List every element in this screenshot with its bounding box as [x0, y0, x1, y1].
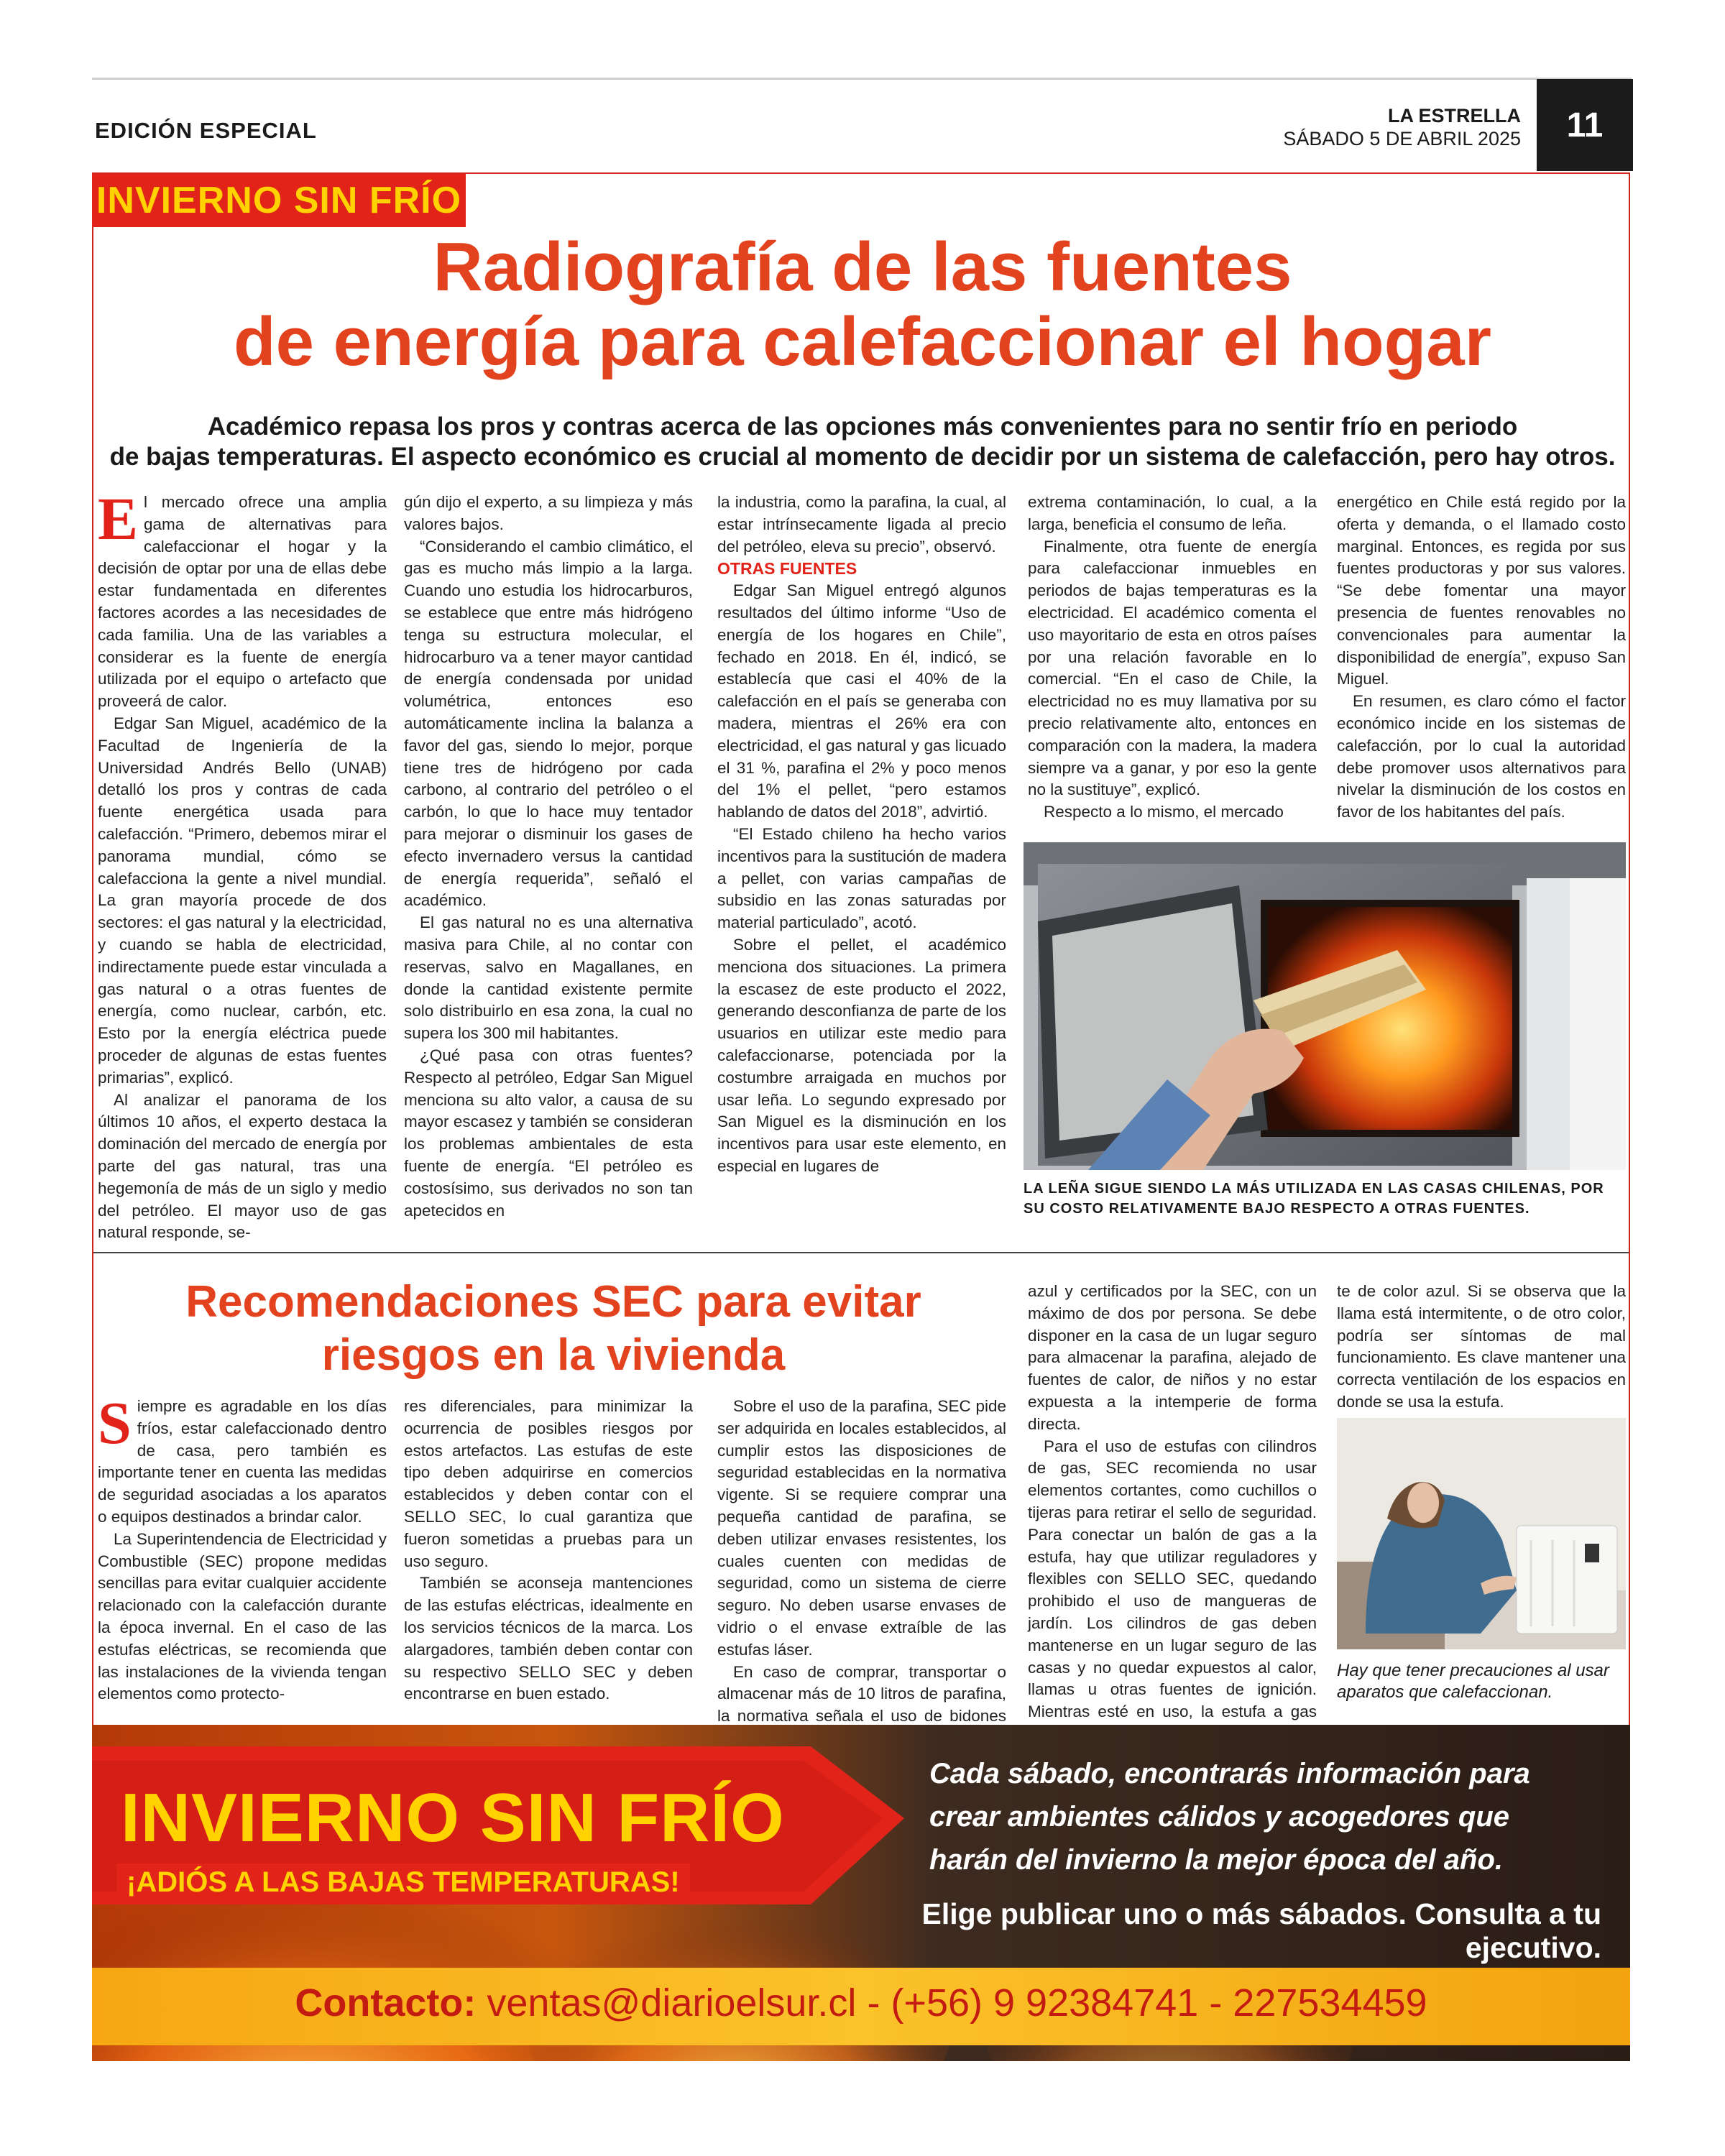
- photo-caption-2: Hay que tener precauciones al usar aparatos que calefaccionan.: [1337, 1661, 1609, 1702]
- contact-label: Contacto:: [295, 1981, 477, 2024]
- article2-col-2: [404, 1396, 693, 1705]
- article2-col-5: [1337, 1281, 1626, 1414]
- paragraph: El gas natural no es una alternativa masiva para Chile, al no contar con reservas, salvo en Magallanes, en donde la cantidad existente permite solo distribuirlo en esa zona, la cual no supera los 300 mil habitantes.: [404, 913, 693, 1043]
- main-headline: [93, 230, 1632, 379]
- article1-col-4: [1028, 492, 1317, 824]
- paper-name: LA ESTRELLA: [1388, 105, 1521, 126]
- paragraph: El mercado ofrece una amplia gama de alternativas para calefaccionar el hogar y la decisión de optar por una de ellas debe estar fundamentada en diferentes factores acordes a las necesidades de cada familia. Una de las variables a considerar es la fuente de energía utilizada por el equipo o artefacto que proveerá de calor.: [98, 486, 387, 711]
- paragraph: Sobre el uso de la parafina, SEC pide ser adquirida en locales establecidos, al cumplir estos las disposiciones de seguridad establecidas en la normativa vigente. Si se requiere comprar una pequeña cantidad de parafina, se deben utilizar envases resistentes, los cuales cuenten con medidas de seguridad, como un sistema de cierre seguro. No deben usarse envases de vidrio o el envase extraíble de las estufas láser.: [717, 1397, 1006, 1659]
- ad-contact: [92, 1981, 1630, 2025]
- contact-phones: (+56) 9 92384741 - 227534459: [891, 1981, 1427, 2024]
- article2-col-3: [717, 1396, 1006, 1750]
- photo-caption-1: LA LEÑA SIGUE SIENDO LA MÁS UTILIZADA EN LAS CASAS CHILENAS, POR SU COSTO RELATIVAMENTE BAJO RESPECTO A OTRAS FUENTES.: [1024, 1181, 1604, 1217]
- ad-copy-line-2: crear ambientes cálidos y acogedores que: [929, 1801, 1510, 1833]
- paragraph: extrema contaminación, lo cual, a la larga, beneficia el consumo de leña.: [1028, 493, 1317, 533]
- paragraph: la industria, como la parafina, la cual, al estar intrínsecamente ligada al precio del petróleo, eleva su precio”, observó.: [717, 493, 1006, 556]
- article1-col-3: [717, 492, 1006, 1178]
- section-divider: [93, 1252, 1629, 1253]
- article2-col-4: [1028, 1281, 1317, 1746]
- sec-headline-line-1: Recomendaciones SEC para evitar: [185, 1277, 921, 1327]
- paragraph: En resumen, es claro cómo el factor económico incide en los sistemas de calefacción, por lo cual la autoridad debe promover usos alternativos para nivelar la disminución de los costos en favor de los habitantes del país.: [1337, 692, 1626, 821]
- paragraph: La Superintendencia de Electricidad y Combustible (SEC) propone medidas sencillas para evitar cualquier accidente relacionado con la calefacción durante la época invernal. En el caso de las estufas eléctricas, se recomienda que las instalaciones de la vivienda tengan elementos como protecto-: [98, 1529, 387, 1703]
- contact-separator: -: [867, 1981, 891, 2024]
- paragraph: Respecto a lo mismo, el mercado: [1044, 803, 1284, 821]
- ad-copy-line-1: Cada sábado, encontrarás información para: [929, 1758, 1530, 1789]
- headline-line-2: de energía para calefaccionar el hogar: [233, 303, 1492, 380]
- ad-copy-line-3: harán del invierno la mejor época del año.: [929, 1844, 1504, 1876]
- page-number: 11: [1537, 79, 1633, 171]
- drop-cap: S: [98, 1390, 132, 1457]
- deck-line-2: de bajas temperaturas. El aspecto económico es crucial al momento de decidir por un sistema de calefacción, pero hay otros.: [109, 443, 1616, 471]
- paragraph: Finalmente, otra fuente de energía para calefaccionar inmuebles en periodos de bajas temperaturas es la electricidad. El académico comenta el uso mayoritario de esta en otros países por una relación favorable en lo comercial. “En el caso de Chile, la electricidad no es muy llamativa por su precio relativamente alto, entonces en comparación con la madera, la madera siempre va a ganar, y por eso la gente no la sustituye”, explicó.: [1028, 537, 1317, 799]
- paragraph: Siempre es agradable en los días fríos, estar calefaccionado dentro de casa, pero también es importante tener en cuenta las medidas de seguridad asociadas a los aparatos o equipos destinados a brindar calor.: [98, 1390, 387, 1526]
- paragraph: energético en Chile está regido por la oferta y demanda, o el llamado costo marginal. Entonces, es regida por sus fuentes productoras y por sus valores. “Se debe fomentar una mayor presencia de fuentes renovables no convencionales para aumentar la disponibilidad de energía”, expuso San Miguel.: [1337, 493, 1626, 688]
- paragraph: Al analizar el panorama de los últimos 10 años, el experto destaca la dominación del mercado de energía por parte del gas natural, tras una hegemonía de más de un siglo y medio del petróleo. El mayor uso de gas natural responde, se-: [98, 1090, 387, 1242]
- paragraph: En caso de comprar, transportar o almacenar más de 10 litros de parafina, la normativa señala el uso de bidones: [717, 1662, 1006, 1726]
- paragraph: “El Estado chileno ha hecho varios incentivos para la sustitución de madera a pellet, con varias campañas de subsidio en las zonas saturadas por material particulado”, acotó.: [717, 824, 1006, 932]
- firewood-stove-photo: [1024, 842, 1626, 1170]
- sec-headline: [93, 1276, 1013, 1382]
- contact-email-link[interactable]: ventas@diarioelsur.cl: [487, 1981, 857, 2024]
- kicker-label: INVIERNO SIN FRÍO: [92, 174, 466, 227]
- paragraph: También se aconseja mantenciones de las estufas eléctricas, idealmente en los servicios técnicos de la marca. Los alargadores, también deben contar con su respectivo SELLO SEC y deben encontrarse en buen estado.: [404, 1574, 693, 1703]
- paragraph: Sobre el pellet, el académico menciona dos situaciones. La primera la escasez de este producto el 2022, generando desconfianza de parte de los usuarios en utilizar este medio para calefaccionarse, potenciada por la costumbre arraigada en muchos por usar leña. Lo segundo expresado por San Miguel es la disminución en los incentivos para usar este elemento, en especial en lugares de: [717, 935, 1006, 1175]
- paragraph: te de color azul. Si se observa que la llama está intermitente, o de otro color, podría ser síntomas de mal funcionamiento. Es clave mantener una correcta ventilación de los espacios en donde se usa la estufa.: [1337, 1282, 1626, 1411]
- paragraph: azul y certificados por la SEC, con un máximo de dos por persona. Se debe disponer en la casa de un lugar seguro para almacenar la parafina, alejado de fuentes de calor, de niños y no estar expuesta a la intemperie de forma directa.: [1028, 1282, 1317, 1433]
- sec-headline-line-2: riesgos en la vivienda: [321, 1330, 786, 1380]
- ad-copy: [929, 1752, 1598, 1881]
- stove-illustration: [1024, 842, 1626, 1170]
- article1-col-2: [404, 492, 693, 1222]
- article1-col-5: [1337, 492, 1626, 824]
- deck: [93, 412, 1632, 472]
- article1-col-1: [98, 486, 387, 1244]
- paragraph: Edgar San Miguel, académico de la Facultad de Ingeniería de la Universidad Andrés Bello (UNAB) detalló los pros y contras de cada fuente energética usada para calefacción. “Primero, debemos mirar el panorama mundial, cómo se calefacciona la gente a nivel mundial. La gran mayoría procede de dos sectores: el gas natural y la electricidad, y cuando se habla de electricidad, indirectamente puede estar vinculada a gas natural o a otras fuentes de energía, como nuclear, carbón, etc. Esto por la energía eléctrica puede proceder de algunas de estas fuentes primarias”, explicó.: [98, 714, 387, 1087]
- paragraph: Edgar San Miguel entregó algunos resultados del último informe “Uso de energía de los hogares en Chile”, fechado en 2018. En él, indicó, se establecía que casi el 40% de la calefacción en el país se generaba con madera, mientras el 26% era con electricidad, el gas natural y gas licuado el 31 %, parafina el 2% y poco menos del 1% el pellet, “pero estamos hablando de datos del 2018”, advirtió.: [717, 581, 1006, 821]
- section-label: EDICIÓN ESPECIAL: [95, 118, 317, 143]
- drop-cap: E: [98, 486, 139, 553]
- heater-photo: [1337, 1418, 1626, 1649]
- paper-date: SÁBADO 5 DE ABRIL 2025: [1283, 128, 1521, 149]
- deck-line-1: Académico repasa los pros y contras acerca de las opciones más convenientes para no sentir frío en periodo: [207, 413, 1518, 441]
- paragraph: “Considerando el cambio climático, el gas es mucho más limpio a la larga. Cuando uno estudia los hidrocarburos, se establece que entre más hidrógeno tenga su estructura molecular, el hidrocarburo va a tener mayor cantidad de energía condensada por unidad volumétrica, entonces eso automáticamente inclina la balanza a favor del gas, siendo lo mejor, porque tiene tres de hidrógeno por cada carbono, al contrario del petróleo o el carbón, lo que lo hace muy tentador para mejorar o disminuir los gases de efecto invernadero versus la cantidad de energía requerida”, señaló el académico.: [404, 537, 693, 910]
- ad-subtitle: ¡ADIÓS A LAS BAJAS TEMPERATURAS!: [116, 1864, 690, 1902]
- ad-banner: [92, 1725, 1630, 2061]
- ad-call-to-action: Elige publicar uno o más sábados. Consulta a tu ejecutivo.: [921, 1897, 1601, 1964]
- top-rule: [92, 78, 1632, 80]
- headline-line-1: Radiografía de las fuentes: [433, 229, 1292, 305]
- paragraph: gún dijo el experto, a su limpieza y más valores bajos.: [404, 493, 693, 533]
- paragraph: Para el uso de estufas con cilindros de gas, SEC recomienda no usar elementos cortantes, como cuchillos o tijeras para retirar el sello de seguridad. Para conectar un balón de gas a la estufa, hay que utilizar reguladores y flexibles con SELLO SEC, quedando prohibido el uso de mangueras de jardín. Los cilindros de gas deben mantenerse en un lugar seguro de las casas y no quedar expuestos al calor, llamas u otras fuentes de ignición. Mientras esté en uso, la estufa a gas: [1028, 1437, 1317, 1721]
- paragraph: ¿Qué pasa con otras fuentes? Respecto al petróleo, Edgar San Miguel menciona su alto valor, a causa de su mayor escasez y también se consideran los problemas ambientales de esta fuente de energía. “El petróleo es costosísimo, sus derivados no son tan apetecidos en: [404, 1046, 693, 1220]
- woman-heater-illustration: [1337, 1418, 1626, 1649]
- paragraph: res diferenciales, para minimizar la ocurrencia de posibles riesgos por estos artefactos. Las estufas de este tipo deben adquirirse en comercios establecidos y deben contar con el SELLO SEC, lo cual garantiza que fueron sometidas a pruebas para un uso seguro.: [404, 1397, 693, 1570]
- subhead-otras-fuentes: OTRAS FUENTES: [717, 559, 857, 579]
- article2-col-1: [98, 1390, 387, 1705]
- ad-title: INVIERNO SIN FRÍO: [121, 1779, 785, 1856]
